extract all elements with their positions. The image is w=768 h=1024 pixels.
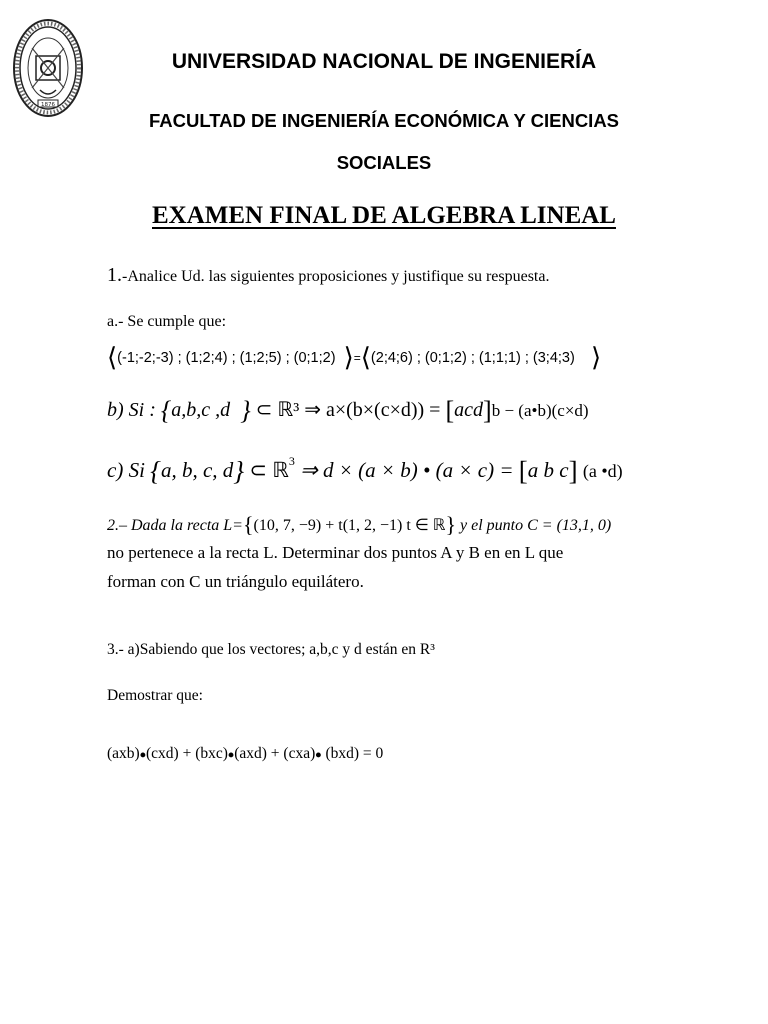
question-3-line2: Demostrar que: xyxy=(107,687,203,704)
question-2-line-set: (10, 7, −9) + t(1, 2, −1) t ∈ ℝ xyxy=(253,517,446,534)
question-1b-triple-product: acd xyxy=(454,399,484,421)
faculty-name-line2: SOCIALES xyxy=(336,152,432,173)
question-1-number: 1. xyxy=(107,264,122,286)
question-1b-statement: b) Si : {a,b,c ,d } ⊂ ℝ³ ⇒ a×(b×(c×d)) = [acd]b − (a•b)(c×d) xyxy=(107,396,589,425)
question-1b-expression: ⊂ ℝ³ ⇒ a×(b×(c×d)) = xyxy=(255,399,441,421)
equation-term-3: (axd) + (cxa) xyxy=(234,745,316,762)
equation-term-2: (cxd) + (bxc) xyxy=(146,745,228,762)
question-1-text: -Analice Ud. las siguientes proposiciones y justifique su respuesta. xyxy=(122,268,550,285)
university-name: UNIVERSIDAD NACIONAL DE INGENIERÍA xyxy=(171,50,597,73)
question-1b-tail: b − (a•b)(c×d) xyxy=(491,401,589,420)
question-1c-label: c) Si xyxy=(107,458,145,482)
question-1c-expression: ⇒ d × (a × b) • (a × c) = xyxy=(300,458,514,482)
question-2-suffix: y el punto C = (13,1, 0) xyxy=(460,517,612,534)
question-1b-label: b) Si : xyxy=(107,399,156,421)
question-1b-set: a,b,c ,d xyxy=(171,399,231,421)
span-set-right: (2;4;6) ; (0;1;2) ; (1;1;1) ; (3;4;3) xyxy=(370,350,575,366)
question-1c-triple-product: a b c xyxy=(527,458,569,482)
question-1c-exponent: 3 xyxy=(288,454,295,468)
dot-operator: • xyxy=(227,745,235,765)
span-set-left: (-1;-2;-3) ; (1;2;4) ; (1;2;5) ; (0;1;2) xyxy=(117,350,336,366)
question-1c-set: a, b, c, d xyxy=(160,458,234,482)
question-1 xyxy=(107,264,549,287)
question-1c-tail: (a •d) xyxy=(582,461,623,481)
faculty-name-line1: FACULTAD DE INGENIERÍA ECONÓMICA Y CIENCIAS xyxy=(148,110,620,131)
question-1c-statement: c) Si {a, b, c, d} ⊂ ℝ$^3$ ⇒ d × (a × b) • (a × c) = [a b c] (a •d) xyxy=(107,454,623,486)
question-2-prefix: 2.– Dada la recta L= xyxy=(107,517,243,534)
question-2-line1: 2.– Dada la recta L={(10, 7, −9) + t(1, 2, −1) t ∈ ℝ} y el punto C = (13,1, 0) xyxy=(107,512,612,537)
question-3-line1: 3.- a)Sabiendo que los vectores; a,b,c y d están en R³ xyxy=(107,641,435,658)
question-3-equation xyxy=(107,745,383,766)
equation-term-1: (axb) xyxy=(107,745,140,762)
question-2-line3: forman con C un triángulo equilátero. xyxy=(107,572,364,591)
equation-term-4: (bxd) = 0 xyxy=(321,745,384,762)
question-2-line2: no pertenece a la recta L. Determinar dos puntos A y B en en L que xyxy=(107,543,564,562)
dot-operator: • xyxy=(139,745,147,765)
equals-sign: = xyxy=(353,351,361,365)
exam-title: EXAMEN FINAL DE ALGEBRA LINEAL xyxy=(152,202,616,229)
seal-year: 1876 xyxy=(41,102,55,108)
question-1a-statement: ⟨(-1;-2;-3) ; (1;2;4) ; (1;2;5) ; (0;1;2) ⟩=⟨(2;4;6) ; (0;1;2) ; (1;1;1) ; (3;4;3) ⟩ xyxy=(107,343,602,372)
question-1c-subset: ⊂ ℝ xyxy=(249,458,289,482)
dot-operator: • xyxy=(315,745,322,765)
question-1a-label: a.- Se cumple que: xyxy=(107,313,227,330)
